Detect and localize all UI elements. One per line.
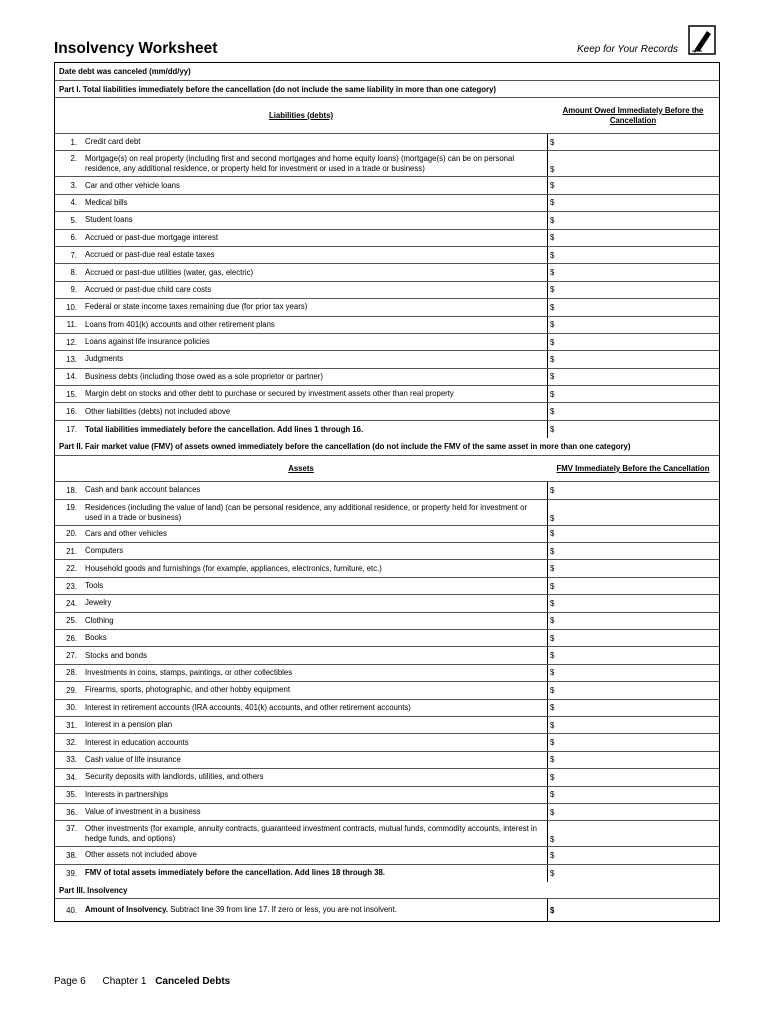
line-number: 8. bbox=[70, 268, 77, 278]
amount-field[interactable]: $ bbox=[547, 787, 719, 803]
line-row bbox=[55, 134, 719, 151]
line-number: 3. bbox=[70, 181, 77, 191]
line-row bbox=[55, 177, 719, 194]
amount-field[interactable]: $ bbox=[547, 804, 719, 820]
line-description: Tools bbox=[85, 581, 104, 590]
line-description: Interest in education accounts bbox=[85, 737, 189, 747]
line-description: Federal or state income taxes remaining due (for prior tax years) bbox=[85, 302, 308, 312]
line-number: 37. bbox=[66, 824, 77, 834]
chapter-title: Canceled Debts bbox=[155, 976, 231, 987]
line-row bbox=[55, 421, 719, 438]
line-number: 9. bbox=[70, 285, 77, 295]
line-number: 31. bbox=[66, 720, 77, 730]
amount-field[interactable]: $ bbox=[547, 613, 719, 629]
line-description: Loans from 401(k) accounts and other retirement plans bbox=[85, 319, 275, 329]
line-row bbox=[55, 752, 719, 769]
line-description: Total liabilities immediately before the cancellation. Add lines 1 through 16. bbox=[85, 424, 364, 434]
amount-owed-column-label: Amount Owed Immediately Before the Cancellation bbox=[562, 105, 704, 125]
line-row bbox=[55, 613, 719, 630]
amount-field[interactable]: $ bbox=[547, 665, 719, 681]
line-description bbox=[85, 899, 547, 921]
amount-field[interactable]: $ bbox=[547, 865, 719, 882]
amount-field[interactable]: $ bbox=[547, 195, 719, 211]
line-number: 20. bbox=[66, 529, 77, 539]
line-row bbox=[55, 195, 719, 212]
amount-field[interactable]: $ bbox=[547, 717, 719, 733]
amount-field[interactable]: $ bbox=[547, 578, 719, 594]
part1-title-text: Part I. Total liabilities immediately before the cancellation (do not include the same liability in more than one category) bbox=[59, 84, 497, 94]
line-row bbox=[55, 403, 719, 420]
line-description: FMV of total assets immediately before the cancellation. Add lines 18 through 38. bbox=[85, 868, 385, 878]
line-number: 29. bbox=[66, 685, 77, 695]
keep-for-records-note: Keep for Your Records bbox=[577, 44, 678, 55]
line-description: Business debts (including those owed as a sole proprietor or partner) bbox=[85, 371, 323, 381]
page-title: Insolvency Worksheet bbox=[54, 40, 218, 57]
amount-field[interactable]: $ bbox=[547, 560, 719, 576]
part2-title-text: Part II. Fair market value (FMV) of assets owned immediately before the cancellation (do not include the FMV of the same asset in more than one category) bbox=[59, 442, 631, 452]
line-description: Accrued or past-due mortgage interest bbox=[85, 232, 219, 242]
line-number: 7. bbox=[70, 250, 77, 260]
line-row bbox=[55, 847, 719, 864]
line-row bbox=[55, 821, 719, 847]
amount-field[interactable]: $ bbox=[547, 299, 719, 315]
line-description: Residences (including the value of land) (can be personal residence, any additional residence, or property held for investment or used in a trade or business) bbox=[85, 502, 528, 522]
line-number: 10. bbox=[66, 302, 77, 312]
line-description: Loans against life insurance policies bbox=[85, 337, 210, 347]
amount-field[interactable]: $ bbox=[547, 403, 719, 419]
line-description: Judgments bbox=[85, 354, 124, 364]
line-number: 2. bbox=[70, 154, 77, 164]
line-number: 1. bbox=[70, 137, 77, 147]
line-description: Books bbox=[85, 633, 107, 643]
line-40-row bbox=[55, 899, 719, 921]
line-description: Other assets not included above bbox=[85, 850, 197, 860]
line-number: 6. bbox=[70, 233, 77, 243]
line-number: 33. bbox=[66, 755, 77, 765]
line-number: 28. bbox=[66, 668, 77, 678]
amount-field[interactable]: $ bbox=[547, 351, 719, 367]
line-row bbox=[55, 500, 719, 526]
amount-field[interactable]: $ bbox=[547, 264, 719, 280]
worksheet-header bbox=[54, 40, 718, 62]
line-row bbox=[55, 630, 719, 647]
line-row bbox=[55, 526, 719, 543]
page-number: Page 6 bbox=[54, 976, 86, 987]
line-number: 32. bbox=[66, 738, 77, 748]
line-number: 23. bbox=[66, 581, 77, 591]
line-row bbox=[55, 787, 719, 804]
line-number: 5. bbox=[70, 215, 77, 225]
line-description: Student loans bbox=[85, 215, 133, 225]
line-description: Car and other vehicle loans bbox=[85, 180, 180, 190]
line-number: 36. bbox=[66, 807, 77, 817]
line-row bbox=[55, 151, 719, 177]
line-description: Household goods and furnishings (for example, appliances, electronics, furniture, etc.) bbox=[85, 563, 382, 573]
line-row bbox=[55, 665, 719, 682]
amount-field[interactable]: $ bbox=[547, 151, 719, 176]
chapter-label: Chapter 1 bbox=[102, 976, 147, 987]
amount-field[interactable]: $ bbox=[547, 212, 719, 228]
line-description: Investments in coins, stamps, paintings, or other collectibles bbox=[85, 667, 293, 677]
insolvency-form bbox=[54, 62, 720, 922]
line-description: Other investments (for example, annuity contracts, guaranteed investment contracts, mutual funds, commodity accounts, interest in hedge funds, and options) bbox=[85, 824, 537, 844]
line-description: Stocks and bonds bbox=[85, 650, 147, 660]
amount-field[interactable]: $ bbox=[547, 482, 719, 498]
line-row bbox=[55, 578, 719, 595]
line-number: 19. bbox=[66, 502, 77, 512]
line-number: 16. bbox=[66, 407, 77, 417]
line-row bbox=[55, 482, 719, 499]
line-description: Margin debt on stocks and other debt to purchase or secured by investment assets other than real property bbox=[85, 389, 454, 399]
line-number: 12. bbox=[66, 337, 77, 347]
line-number: 26. bbox=[66, 633, 77, 643]
line-number: 15. bbox=[66, 389, 77, 399]
line-row bbox=[55, 317, 719, 334]
page-footer bbox=[54, 976, 244, 987]
line-description: Value of investment in a business bbox=[85, 807, 201, 817]
line-number: 40. bbox=[66, 905, 77, 915]
line-row bbox=[55, 717, 719, 734]
line-number: 11. bbox=[66, 320, 77, 330]
amount-field[interactable]: $ bbox=[547, 334, 719, 350]
line-description: Clothing bbox=[85, 615, 114, 625]
line-description: Cash value of life insurance bbox=[85, 754, 181, 764]
line-number: 30. bbox=[66, 703, 77, 713]
line-row bbox=[55, 386, 719, 403]
line-row bbox=[55, 230, 719, 247]
line-description: Firearms, sports, photographic, and other hobby equipment bbox=[85, 685, 290, 695]
line-number: 4. bbox=[70, 198, 77, 208]
amount-field[interactable]: $ bbox=[547, 421, 719, 438]
line-description: Mortgage(s) on real property (including first and second mortgages and home equity loans) (mortgage(s) can be on personal residence, any additional residence, or property held for investment or used in a trade or business) bbox=[85, 154, 515, 174]
amount-field[interactable]: $ bbox=[547, 682, 719, 698]
line-description: Accrued or past-due utilities (water, gas, electric) bbox=[85, 267, 254, 277]
part2-column-header bbox=[55, 456, 719, 482]
line-description: Accrued or past-due child care costs bbox=[85, 284, 212, 294]
line-number: 17. bbox=[66, 425, 77, 435]
line-number: 38. bbox=[66, 850, 77, 860]
line-row bbox=[55, 769, 719, 786]
line-number: 14. bbox=[66, 372, 77, 382]
line-row bbox=[55, 247, 719, 264]
amount-field[interactable]: $ bbox=[547, 647, 719, 663]
amount-field[interactable]: $ bbox=[547, 177, 719, 193]
line-description: Computers bbox=[85, 546, 124, 556]
insolvency-bold-label: Amount of Insolvency. bbox=[85, 905, 169, 915]
line-row bbox=[55, 804, 719, 821]
line-row bbox=[55, 264, 719, 281]
amount-field[interactable]: $ bbox=[547, 526, 719, 542]
amount-field[interactable]: $ bbox=[547, 734, 719, 750]
amount-field[interactable]: $ bbox=[547, 630, 719, 646]
line-row bbox=[55, 865, 719, 882]
line-number: 13. bbox=[66, 354, 77, 364]
part3-title-text: Part III. Insolvency bbox=[59, 885, 128, 895]
line-description: Interests in partnerships bbox=[85, 789, 169, 799]
fmv-column-label: FMV Immediately Before the Cancellation bbox=[556, 463, 710, 473]
part1-lines bbox=[55, 134, 719, 438]
line-number: 27. bbox=[66, 651, 77, 661]
line-row bbox=[55, 543, 719, 560]
assets-column-label: Assets bbox=[288, 464, 314, 474]
amount-field[interactable]: $ bbox=[547, 847, 719, 863]
amount-field[interactable]: $ bbox=[547, 899, 719, 921]
line-row bbox=[55, 682, 719, 699]
amount-field[interactable]: $ bbox=[547, 317, 719, 333]
amount-field[interactable]: $ bbox=[547, 282, 719, 298]
line-row bbox=[55, 595, 719, 612]
line-row bbox=[55, 647, 719, 664]
amount-field[interactable]: $ bbox=[547, 821, 719, 846]
line-row bbox=[55, 734, 719, 751]
line-number: 18. bbox=[66, 485, 77, 495]
line-description: Other liabilities (debts) not included above bbox=[85, 406, 231, 416]
line-row bbox=[55, 351, 719, 368]
insolvency-text: Subtract line 39 from line 17. If zero or less, you are not insolvent. bbox=[168, 905, 397, 915]
line-description: Jewelry bbox=[85, 598, 112, 608]
line-description: Cars and other vehicles bbox=[85, 528, 167, 538]
line-number: 24. bbox=[66, 598, 77, 608]
line-row bbox=[55, 369, 719, 386]
line-description: Interest in a pension plan bbox=[85, 720, 173, 730]
amount-field[interactable]: $ bbox=[547, 247, 719, 263]
line-number: 35. bbox=[66, 790, 77, 800]
line-number: 21. bbox=[66, 546, 77, 556]
amount-field[interactable]: $ bbox=[547, 500, 719, 525]
amount-field[interactable]: $ bbox=[547, 752, 719, 768]
amount-field[interactable]: $ bbox=[547, 369, 719, 385]
line-number: 25. bbox=[66, 616, 77, 626]
part2-lines bbox=[55, 482, 719, 882]
amount-field[interactable]: $ bbox=[547, 769, 719, 785]
line-row bbox=[55, 282, 719, 299]
amount-field[interactable]: $ bbox=[547, 386, 719, 402]
line-description: Medical bills bbox=[85, 197, 128, 207]
line-row bbox=[55, 334, 719, 351]
amount-field[interactable]: $ bbox=[547, 134, 719, 150]
part1-title bbox=[55, 81, 719, 98]
line-description: Credit card debt bbox=[85, 137, 141, 147]
line-description: Accrued or past-due real estate taxes bbox=[85, 250, 215, 260]
line-row bbox=[55, 560, 719, 577]
part1-column-header bbox=[55, 98, 719, 134]
line-number: 34. bbox=[66, 772, 77, 782]
line-description: Cash and bank account balances bbox=[85, 485, 201, 495]
pencil-icon bbox=[688, 25, 716, 55]
amount-field[interactable]: $ bbox=[547, 543, 719, 559]
date-canceled-field[interactable] bbox=[55, 63, 719, 81]
line-description: Security deposits with landlords, utilities, and others bbox=[85, 772, 264, 782]
line-row bbox=[55, 299, 719, 316]
amount-field[interactable]: $ bbox=[547, 230, 719, 246]
liabilities-column-label: Liabilities (debts) bbox=[268, 111, 334, 120]
part2-title bbox=[55, 438, 719, 456]
line-number: 22. bbox=[66, 564, 77, 574]
line-number: 39. bbox=[66, 868, 77, 878]
line-description: Interest in retirement accounts (IRA accounts, 401(k) accounts, and other retirement accounts) bbox=[85, 702, 411, 712]
date-canceled-label: Date debt was canceled (mm/dd/yy) bbox=[59, 67, 191, 76]
amount-field[interactable]: $ bbox=[547, 595, 719, 611]
part3-title bbox=[55, 882, 719, 899]
line-row bbox=[55, 212, 719, 229]
amount-field[interactable]: $ bbox=[547, 700, 719, 716]
line-row bbox=[55, 700, 719, 717]
